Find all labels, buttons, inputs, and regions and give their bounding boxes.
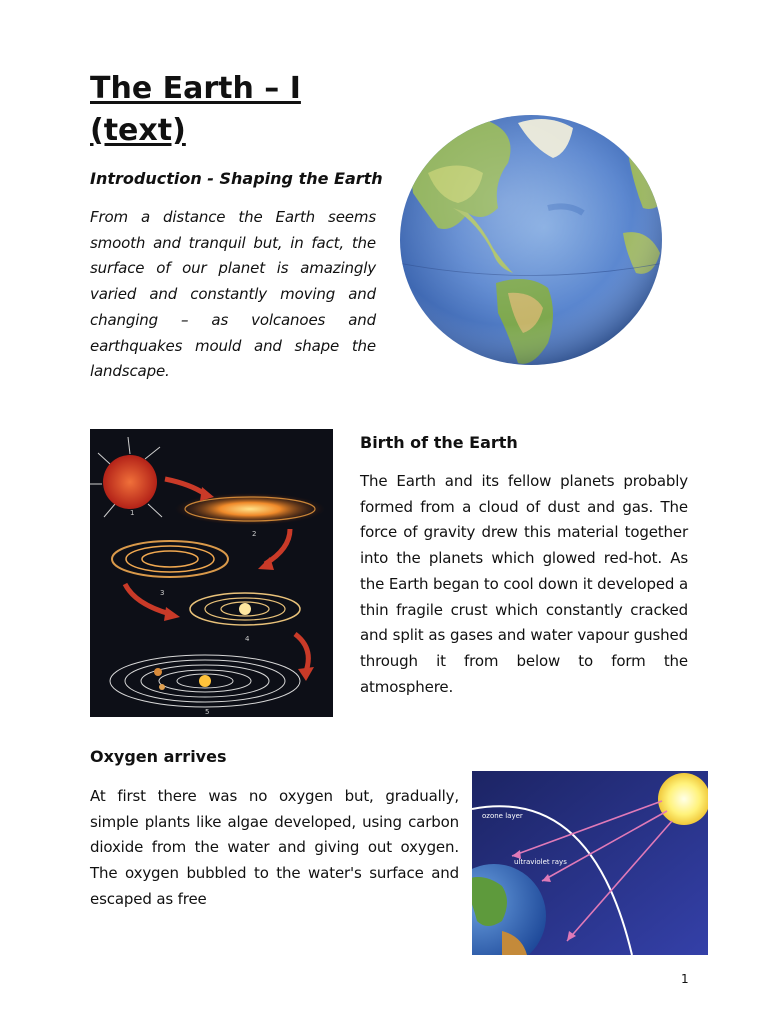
oxygen-paragraph: At first there was no oxygen but, gradually, simple plants like algae developed, using carbon dioxide from the water and giving out oxygen. The oxygen bubbled to the water's surface and escaped as free	[90, 787, 459, 908]
earth-globe-image	[398, 113, 664, 367]
page-number: 1	[681, 972, 689, 986]
birth-paragraph: The Earth and its fellow planets probably formed from a cloud of dust and gas. The force of gravity drew this material together into the planets which glowed red-hot. As the Earth began to cool down it developed a thin fragile crust which constantly cracked and split as gases and water vapour gushed through it from below to form the atmosphere.	[360, 472, 688, 696]
solar-system-formation-image	[90, 429, 333, 717]
ozone-layer-image	[472, 771, 708, 955]
ultraviolet-rays-label: ultraviolet rays	[514, 858, 567, 866]
stage-label-3: 3	[160, 589, 165, 597]
stage-label-2: 2	[252, 530, 257, 538]
birth-heading: Birth of the Earth	[360, 433, 518, 452]
ozone-layer-label: ozone layer	[482, 812, 523, 820]
intro-heading: Introduction - Shaping the Earth	[90, 169, 383, 188]
oxygen-heading: Oxygen arrives	[90, 747, 227, 766]
page-title: The Earth – I (text)	[90, 71, 301, 148]
stage-label-4: 4	[245, 635, 250, 643]
stage-label-5: 5	[205, 708, 210, 716]
intro-paragraph: From a distance the Earth seems smooth and tranquil but, in fact, the surface of our planet is amazingly varied and constantly moving and changing – as volcanoes and earthquakes mould and shape the landscape.	[90, 208, 376, 381]
stage-label-1: 1	[130, 509, 135, 517]
